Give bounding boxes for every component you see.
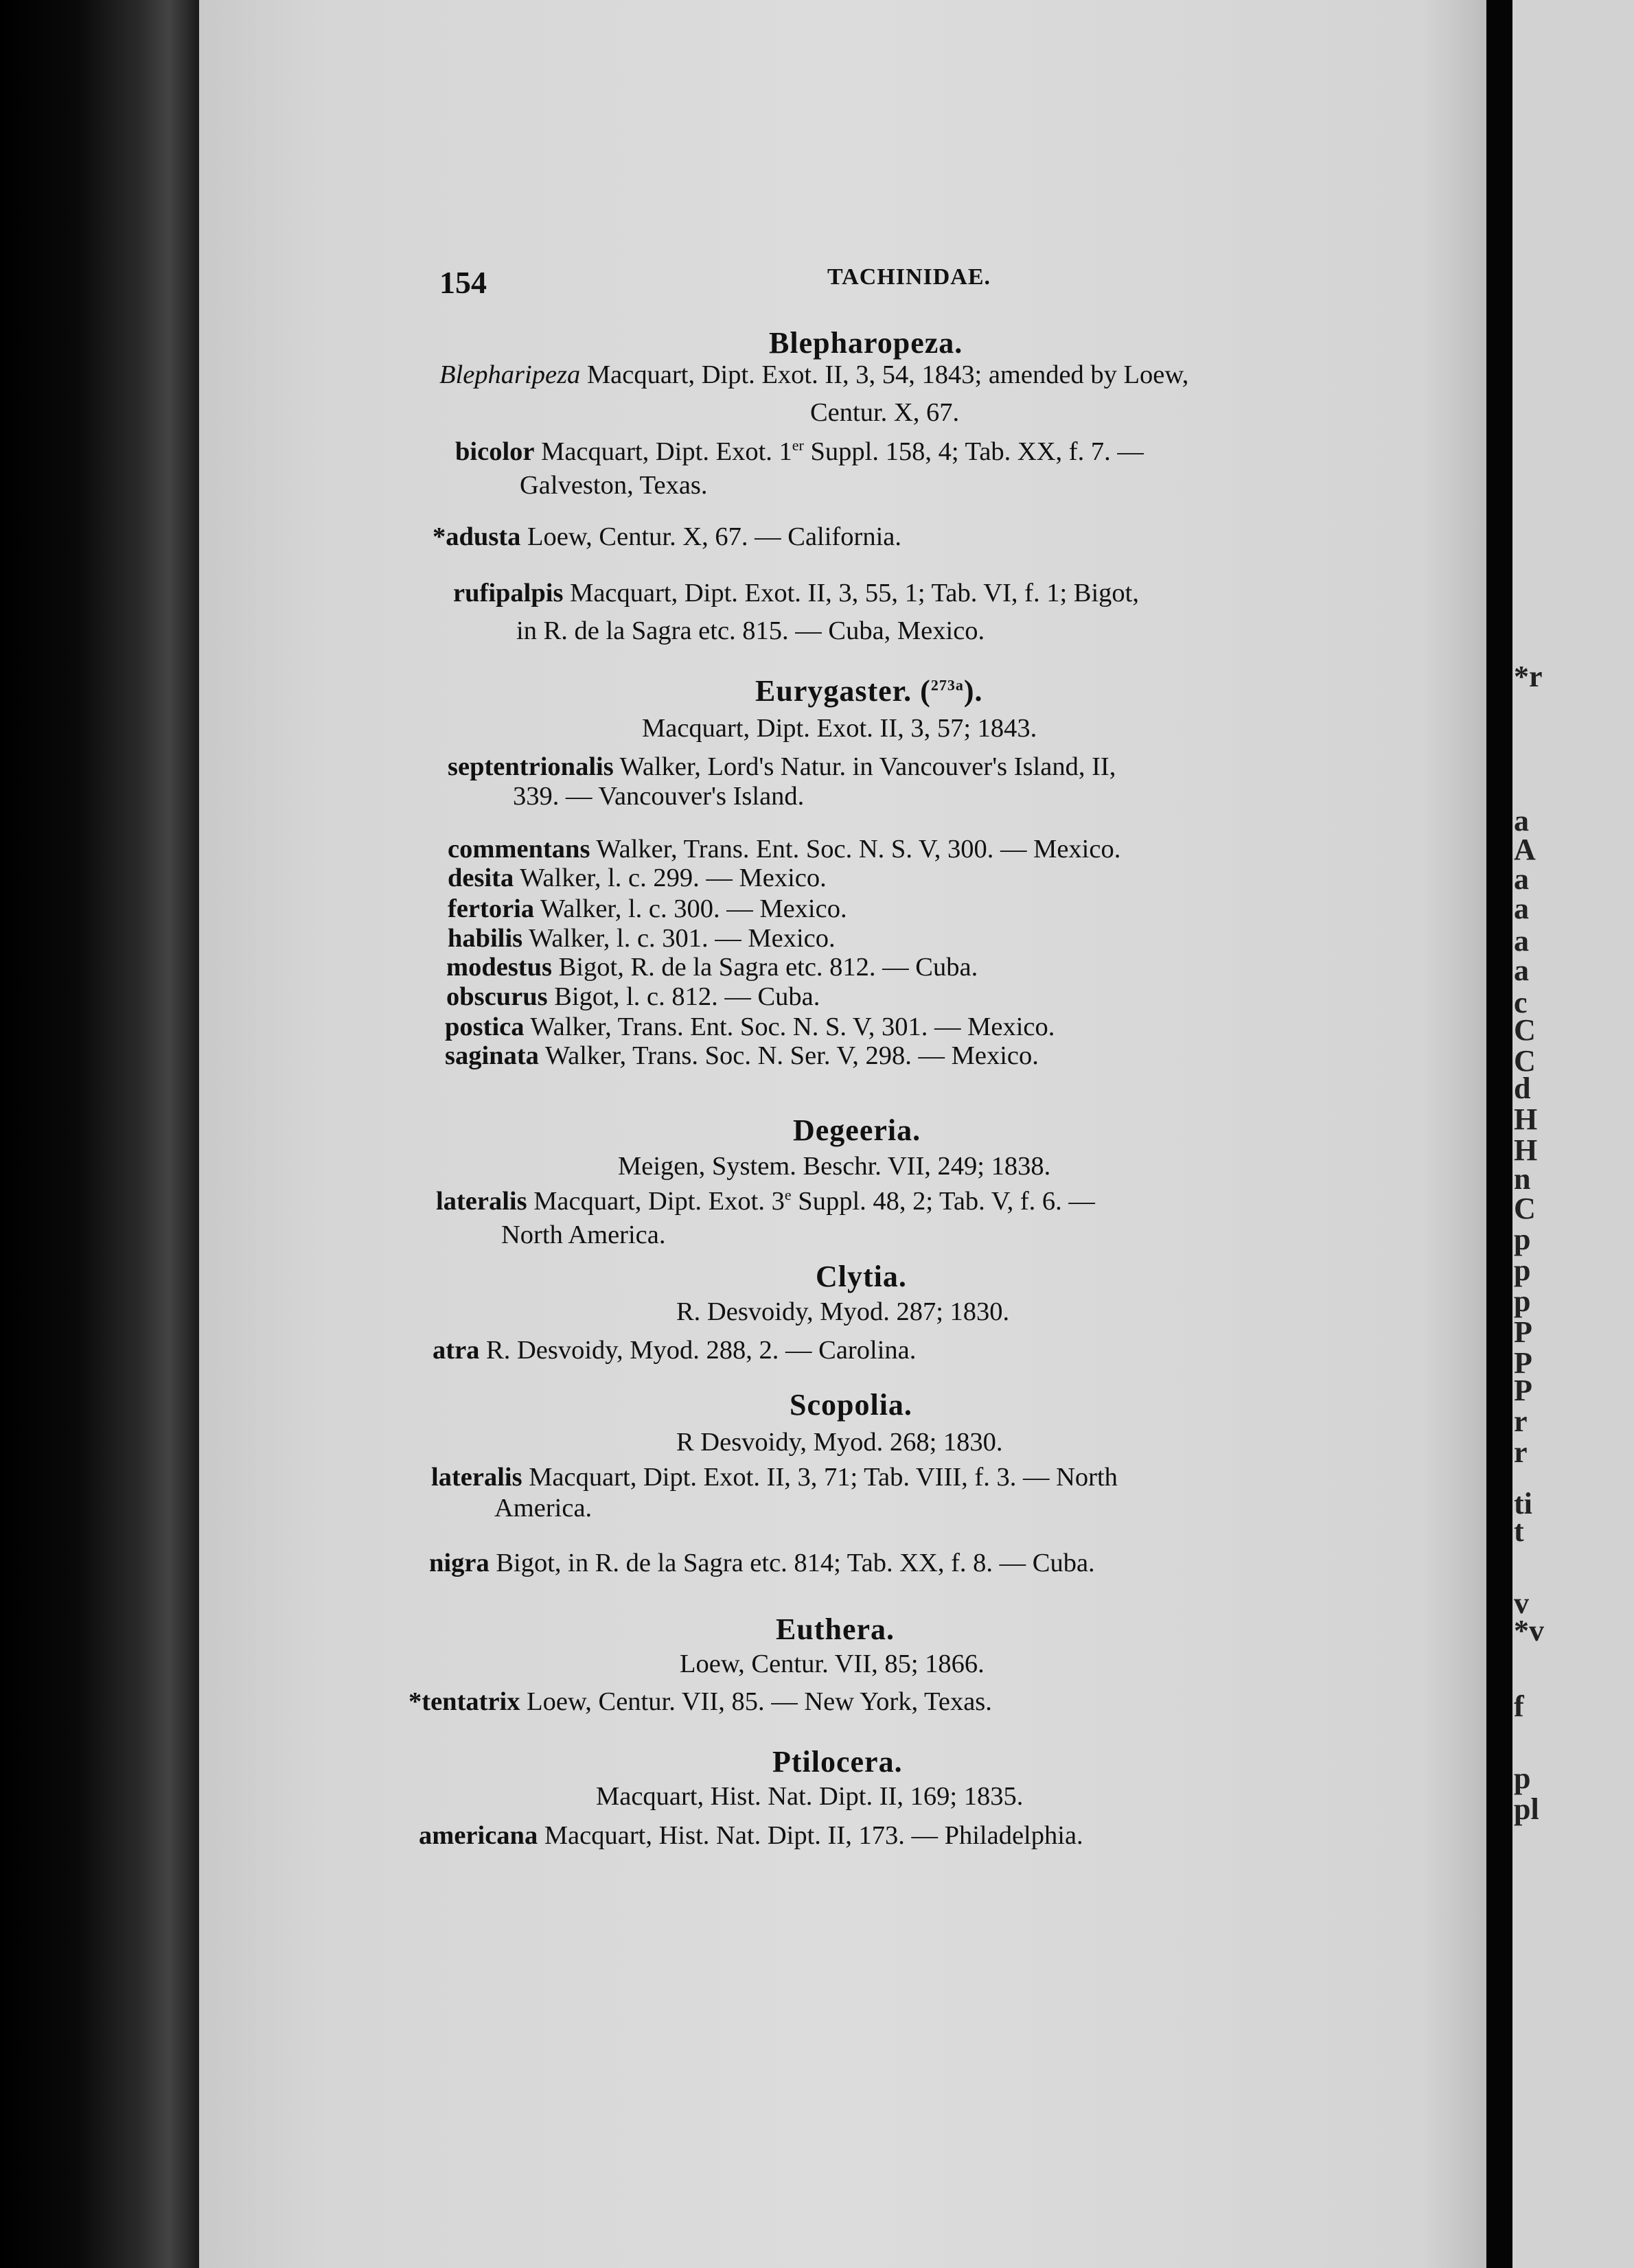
text-line: [433, 1337, 916, 1364]
next-page-fragment: n: [1514, 1162, 1531, 1196]
next-page-fragment: p: [1514, 1253, 1531, 1287]
text-segment: Bigot, R. de la Sagra etc. 812. — Cuba.: [552, 953, 978, 982]
text-line: [642, 715, 1037, 742]
text-line: [433, 524, 901, 551]
text-segment: 339. — Vancouver's Island.: [513, 782, 805, 811]
text-line: [618, 1153, 1050, 1180]
text-line: [453, 580, 1139, 607]
next-page-fragment: *r: [1514, 660, 1543, 693]
species-name: postica: [445, 1012, 525, 1041]
italic-synonym: Blepharipeza: [439, 360, 581, 389]
genus-heading: [769, 328, 963, 358]
next-page-fragment: r: [1514, 1404, 1528, 1438]
text-segment: R. Desvoidy, Myod. 287; 1830.: [676, 1297, 1010, 1326]
species-name: bicolor: [455, 437, 535, 466]
text-segment: North America.: [501, 1220, 666, 1249]
text-segment: Scopolia.: [790, 1388, 912, 1422]
text-line: [448, 754, 1116, 780]
text-segment: Walker, l. c. 301. — Mexico.: [522, 924, 836, 953]
text-segment: R Desvoidy, Myod. 268; 1830.: [676, 1428, 1003, 1457]
text-line: [513, 783, 804, 810]
next-page-fragment: P: [1514, 1315, 1532, 1349]
text-line: [439, 362, 1188, 389]
text-segment: R. Desvoidy, Myod. 288, 2. — Carolina.: [479, 1336, 917, 1365]
genus-heading: [793, 1115, 921, 1146]
text-line: [436, 1188, 1095, 1214]
species-name: rufipalpis: [453, 579, 564, 608]
species-name: desita: [448, 864, 514, 892]
running-head: TACHINIDAE.: [827, 264, 991, 290]
text-segment: e: [784, 1186, 792, 1203]
text-segment: Macquart, Hist. Nat. Dipt. II, 169; 1835.: [596, 1782, 1024, 1811]
text-line: [494, 1495, 592, 1522]
text-segment: Loew, Centur. VII, 85. — New York, Texas.: [520, 1687, 992, 1716]
text-line: [676, 1429, 1003, 1456]
text-segment: Bigot, in R. de la Sagra etc. 814; Tab. XX, f. 8. — Cuba.: [489, 1549, 1095, 1577]
next-page-edge: [1512, 0, 1634, 2268]
text-segment: (: [912, 674, 931, 708]
species-name: lateralis: [431, 1463, 522, 1492]
species-name: americana: [419, 1821, 538, 1850]
text-segment: Euthera.: [776, 1612, 895, 1646]
text-line: [445, 1043, 1039, 1069]
next-page-fragment: *v: [1514, 1614, 1544, 1647]
text-segment: Macquart, Dipt. Exot. II, 3, 54, 1843; amended by Loew,: [580, 360, 1189, 389]
text-segment: Blepharopeza.: [769, 326, 963, 360]
next-page-fragment: p: [1514, 1284, 1531, 1318]
next-page-fragment: A: [1514, 833, 1536, 866]
text-line: [429, 1550, 1095, 1577]
next-page-fragment: pl: [1514, 1792, 1539, 1826]
next-page-fragment: P: [1514, 1374, 1532, 1407]
next-page-fragment: a: [1514, 862, 1529, 896]
text-segment: Walker, Trans. Soc. N. Ser. V, 298. — Mexico.: [538, 1041, 1039, 1070]
text-segment: Macquart, Dipt. Exot. 1: [534, 437, 792, 466]
species-name: septentrionalis: [448, 752, 614, 781]
species-name: habilis: [448, 924, 523, 953]
next-page-fragment: d: [1514, 1072, 1531, 1105]
text-segment: Loew, Centur. VII, 85; 1866.: [680, 1650, 985, 1678]
text-line: [501, 1222, 665, 1249]
species-name: *adusta: [433, 522, 521, 551]
next-page-fragment: v: [1514, 1586, 1529, 1620]
text-segment: Eurygaster.: [755, 674, 912, 708]
text-line: [446, 954, 978, 981]
text-line: [431, 1464, 1118, 1491]
book-spine-shadow: [0, 0, 199, 2268]
text-line: [419, 1822, 1083, 1849]
genus-heading: [816, 1262, 907, 1292]
next-page-fragment: f: [1514, 1689, 1524, 1723]
next-page-fragment: P: [1514, 1346, 1532, 1380]
text-line: [408, 1689, 992, 1715]
text-segment: Centur. X, 67.: [810, 398, 960, 427]
next-page-fragment: C: [1514, 1044, 1536, 1078]
text-segment: Suppl. 48, 2; Tab. V, f. 6. —: [791, 1186, 1095, 1216]
page-gutter: [1486, 0, 1512, 2268]
next-page-fragment: t: [1514, 1514, 1524, 1548]
text-segment: Degeeria.: [793, 1113, 921, 1147]
text-segment: Macquart, Dipt. Exot. II, 3, 71; Tab. VIII, f. 3. — North: [522, 1463, 1118, 1492]
text-segment: er: [792, 437, 804, 454]
text-segment: Loew, Centur. X, 67. — California.: [520, 522, 901, 551]
text-segment: in R. de la Sagra etc. 815. — Cuba, Mexico.: [516, 616, 985, 645]
next-page-fragment: H: [1514, 1102, 1538, 1136]
text-line: [810, 400, 959, 426]
text-line: [448, 865, 827, 892]
text-segment: Walker, Lord's Natur. in Vancouver's Island, II,: [613, 752, 1116, 781]
text-line: [680, 1651, 985, 1678]
species-name: saginata: [445, 1041, 539, 1070]
text-segment: Bigot, l. c. 812. — Cuba.: [547, 982, 820, 1011]
text-segment: America.: [494, 1494, 592, 1523]
next-page-fragment: C: [1514, 1013, 1536, 1047]
text-segment: Suppl. 158, 4; Tab. XX, f. 7. —: [803, 437, 1144, 466]
text-line: [676, 1299, 1009, 1326]
next-page-fragment: a: [1514, 924, 1529, 958]
text-segment: Clytia.: [816, 1260, 907, 1293]
text-line: [596, 1783, 1023, 1810]
text-segment: Macquart, Hist. Nat. Dipt. II, 173. — Philadelphia.: [538, 1821, 1083, 1850]
text-segment: Galveston, Texas.: [520, 471, 708, 500]
next-page-fragment: p: [1514, 1223, 1531, 1256]
text-line: [448, 836, 1120, 863]
next-page-fragment: c: [1514, 986, 1528, 1019]
next-page-fragment: a: [1514, 953, 1529, 987]
text-line: [446, 984, 820, 1010]
species-name: modestus: [446, 953, 553, 982]
text-segment: Macquart, Dipt. Exot. II, 3, 57; 1843.: [642, 714, 1037, 743]
text-line: [448, 896, 847, 923]
text-line: [516, 618, 985, 645]
species-name: obscurus: [446, 982, 548, 1011]
text-segment: Walker, Trans. Ent. Soc. N. S. V, 300. — Mexico.: [590, 835, 1121, 864]
text-line: [520, 472, 708, 499]
genus-heading: [755, 676, 982, 706]
next-page-fragment: H: [1514, 1133, 1538, 1167]
text-segment: Macquart, Dipt. Exot. 3: [527, 1186, 785, 1216]
genus-heading: [790, 1390, 912, 1420]
species-name: atra: [433, 1336, 480, 1365]
species-name: *tentatrix: [408, 1687, 520, 1716]
next-page-fragment: ti: [1514, 1487, 1532, 1520]
next-page-fragment: a: [1514, 892, 1529, 925]
species-name: lateralis: [436, 1186, 527, 1216]
species-name: fertoria: [448, 894, 535, 923]
species-name: nigra: [429, 1549, 490, 1577]
text-segment: Walker, l. c. 300. — Mexico.: [534, 894, 847, 923]
text-segment: 273a: [930, 676, 964, 694]
next-page-fragment: C: [1514, 1192, 1536, 1225]
text-line: [448, 925, 836, 952]
page-number: 154: [439, 265, 487, 300]
genus-heading: [776, 1612, 895, 1646]
text-segment: Walker, Trans. Ent. Soc. N. S. V, 301. — Mexico.: [524, 1012, 1055, 1041]
text-line: [445, 1014, 1055, 1041]
text-line: [455, 438, 1144, 465]
text-segment: ).: [963, 674, 983, 708]
text-segment: Meigen, System. Beschr. VII, 249; 1838.: [618, 1152, 1051, 1181]
species-name: commentans: [448, 835, 590, 864]
text-segment: Macquart, Dipt. Exot. II, 3, 55, 1; Tab. VI, f. 1; Bigot,: [563, 579, 1139, 608]
next-page-fragment: r: [1514, 1435, 1528, 1469]
next-page-fragment: a: [1514, 804, 1529, 837]
text-segment: Ptilocera.: [772, 1745, 903, 1779]
text-segment: Walker, l. c. 299. — Mexico.: [514, 864, 827, 892]
genus-heading: [772, 1747, 903, 1777]
next-page-fragment: p: [1514, 1761, 1531, 1795]
